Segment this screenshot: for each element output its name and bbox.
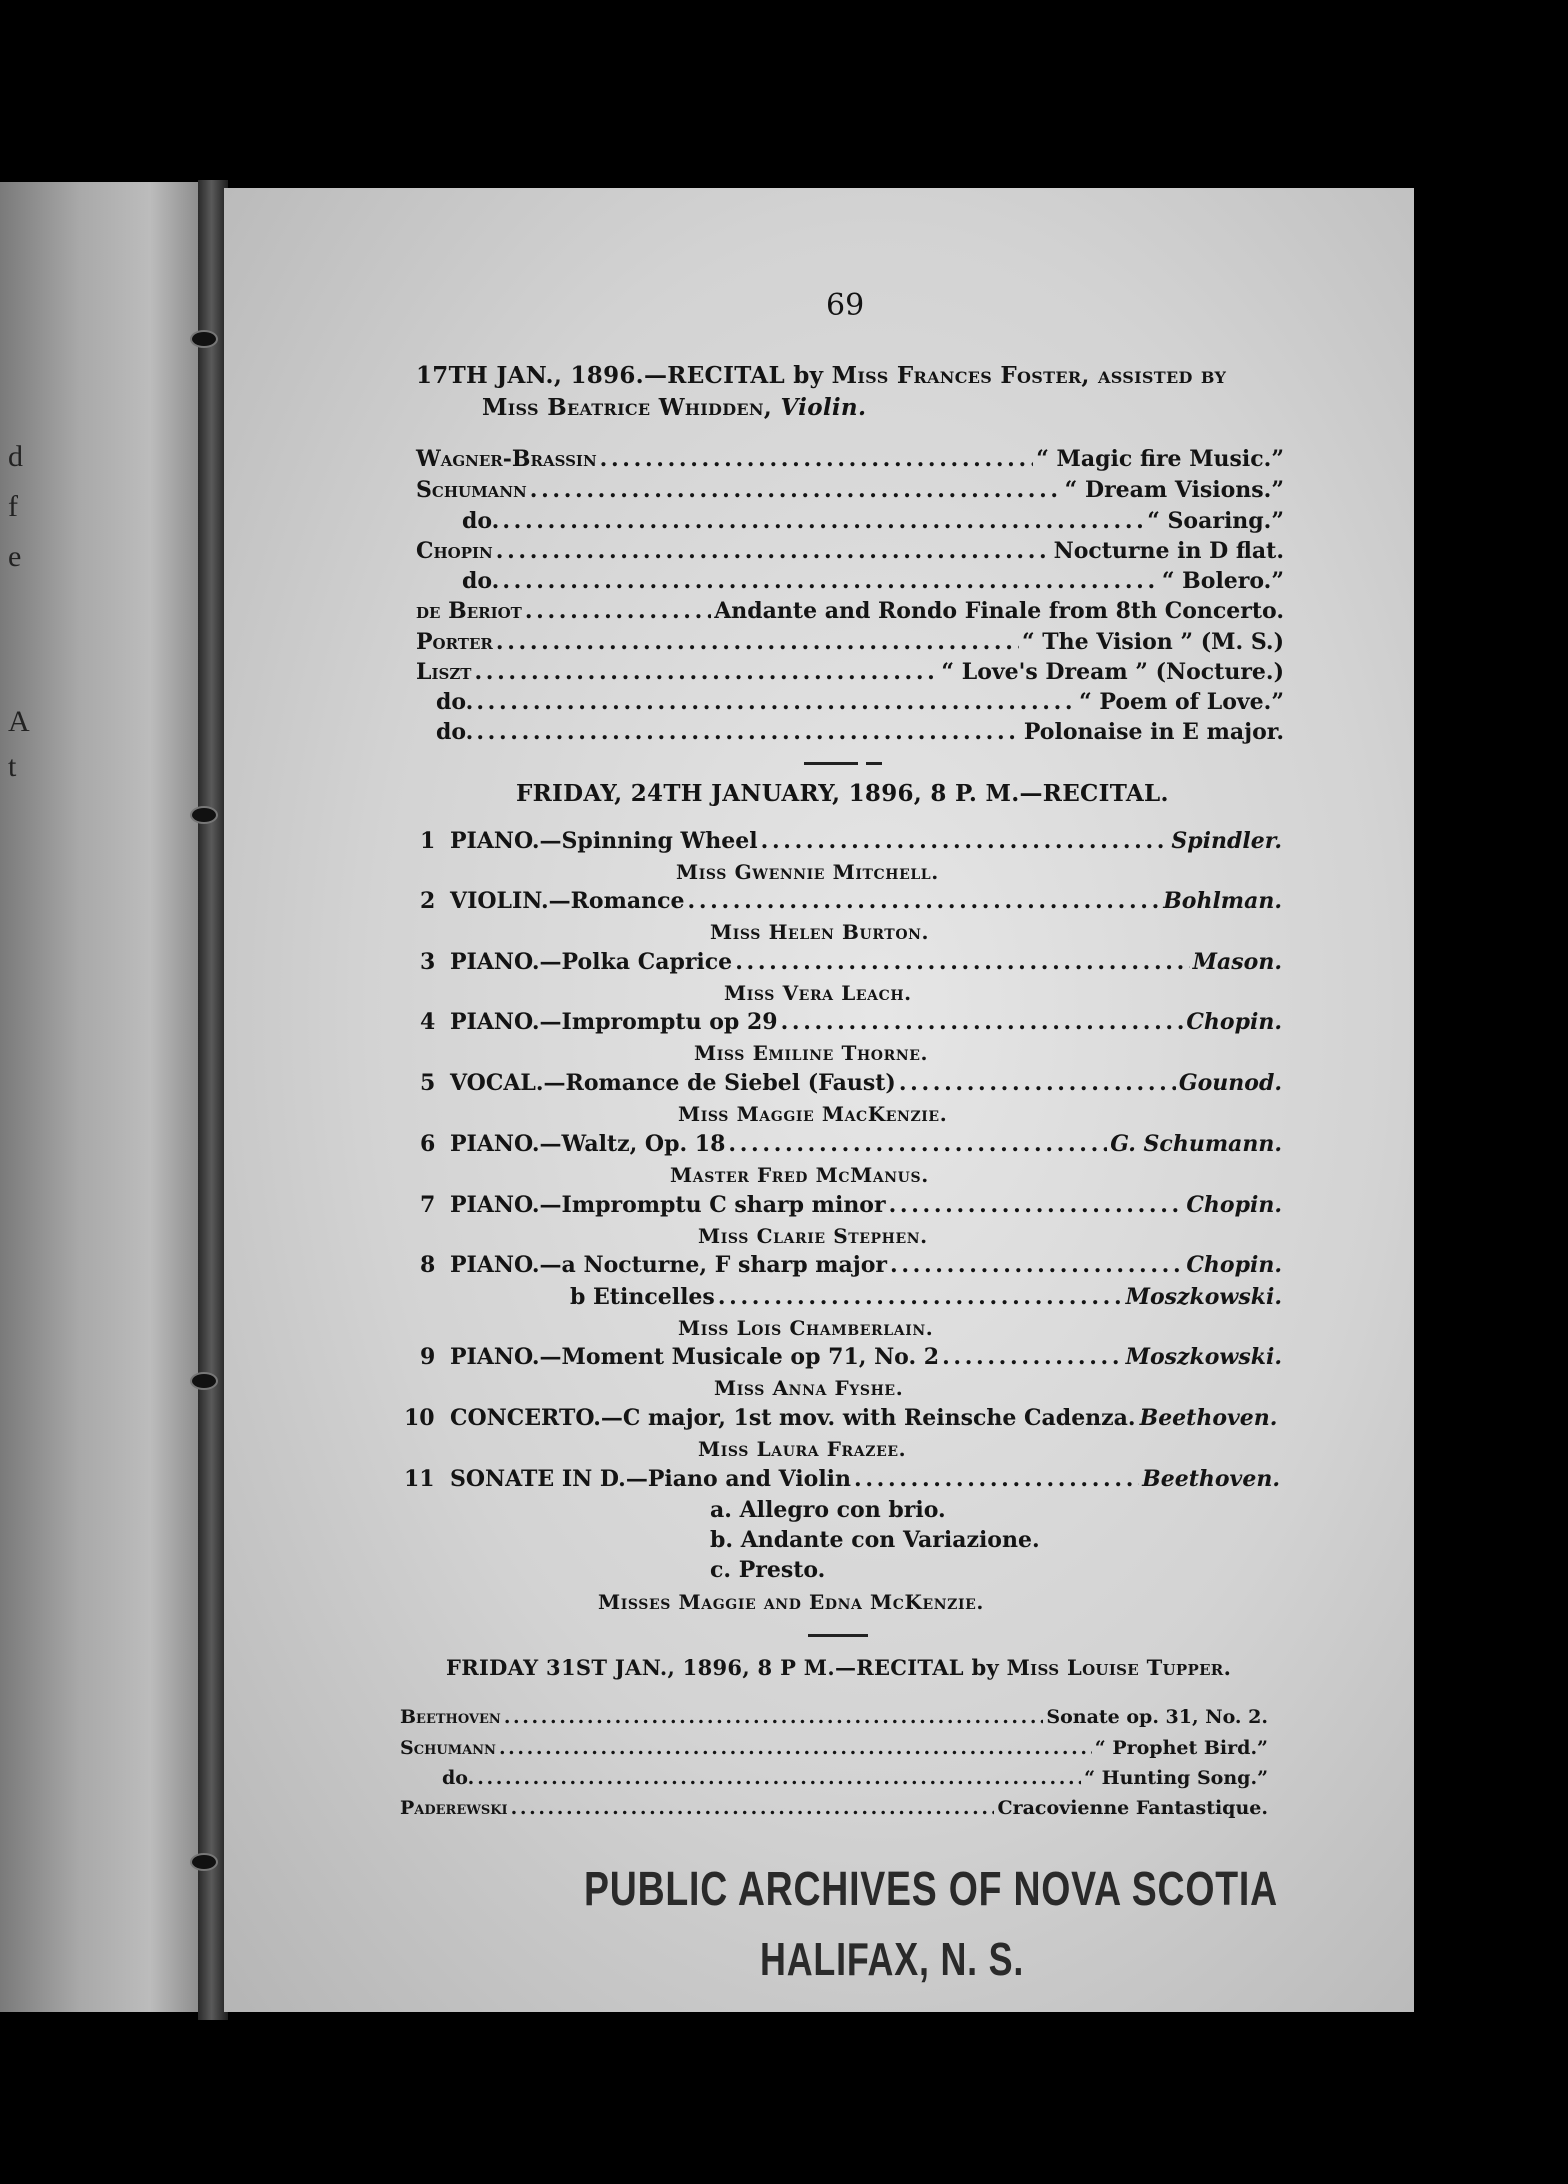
section-divider [866,762,882,765]
page-number: 69 [826,288,865,323]
composer: do. [442,1767,475,1789]
item-title: PIANO.—Polka Caprice [450,949,733,975]
recital1-instrument: Violin. [780,394,867,421]
program-row [416,477,1284,503]
program-row [420,1009,1282,1035]
program-row [416,568,1284,594]
item-number: 1 [420,828,436,854]
recital3-date: FRIDAY 31ST JAN., 1896, 8 P M.—RECITAL by [446,1655,999,1680]
piece: “ Bolero.” [1161,568,1284,594]
item-title: PIANO.—Spinning Wheel [450,828,758,854]
program-row [416,719,1284,745]
composer: Paderewski [400,1797,508,1819]
binding-stitch [190,330,218,348]
item-number: 3 [420,949,436,975]
composer: Porter [416,629,493,655]
program-row [420,1070,1282,1096]
composer: Liszt [416,659,472,685]
item-number: 11 [404,1466,435,1492]
movement: c. Presto. [710,1557,826,1583]
program-row [416,598,1284,624]
piece: Cracovienne Fantastique. [997,1797,1268,1819]
recital1-performer: Miss Frances Foster, assisted by [831,362,1227,389]
program-row [420,1252,1282,1278]
composer: Chopin. [1186,1009,1282,1035]
composer: Moszkowski. [1125,1344,1282,1370]
program-row [416,538,1284,564]
composer: de Beriot [416,598,522,624]
recital1-assistant: Miss Beatrice Whidden, [482,394,773,421]
performer: Miss Helen Burton. [710,920,930,944]
composer: Schumann [416,477,527,503]
composer: do. [436,719,474,745]
program-row [400,1797,1268,1819]
item-number: 7 [420,1192,436,1218]
composer: Chopin. [1186,1252,1282,1278]
left-page [0,182,200,2012]
left-fragment: e [8,540,22,573]
item-number: 4 [420,1009,436,1035]
composer: Spindler. [1171,828,1282,854]
piece: Polonaise in E major. [1023,719,1284,745]
composer: Beethoven [400,1706,501,1728]
left-fragment: f [8,490,18,523]
performer: Miss Emiline Thorne. [694,1041,929,1065]
performer: Miss Clarie Stephen. [698,1224,928,1248]
item-number: 10 [404,1405,435,1431]
program-row [404,1405,1280,1431]
program-row [420,949,1282,975]
piece: “ Love's Dream ” (Nocture.) [941,659,1284,685]
composer: Beethoven. [1142,1466,1280,1492]
program-row [570,1284,1282,1310]
piece: “ Soaring.” [1147,508,1284,534]
item-title: VIOLIN.—Romance [450,888,685,914]
program-row [400,1767,1268,1789]
item-number: 8 [420,1252,436,1278]
composer: Moszkowski. [1125,1284,1282,1310]
performer: Miss Gwennie Mitchell. [676,860,939,884]
performer: Miss Anna Fyshe. [714,1376,904,1400]
program-row [400,1706,1268,1728]
composer: Bohlman. [1163,888,1282,914]
performer: Misses Maggie and Edna McKenzie. [598,1590,984,1614]
left-fragment: t [8,750,17,783]
recital3-performer: Miss Louise Tupper. [1006,1655,1232,1680]
program-row [416,446,1284,472]
item-number: 2 [420,888,436,914]
left-fragment: A [8,705,30,738]
item-title: VOCAL.—Romance de Siebel (Faust) [450,1070,896,1096]
performer: Miss Vera Leach. [724,981,912,1005]
program-row [420,1344,1282,1370]
recital3-header [446,1655,1231,1680]
piece: Nocturne in D flat. [1053,538,1284,564]
program-row [404,1466,1280,1492]
archive-stamp-line1: PUBLIC ARCHIVES OF NOVA SCOTIA [584,1863,1278,1916]
composer: do. [436,689,474,715]
composer: Chopin. [1186,1192,1282,1218]
piece: “ The Vision ” (M. S.) [1021,629,1284,655]
item-title: PIANO.—Impromptu op 29 [450,1009,778,1035]
piece: “ Dream Visions.” [1064,477,1284,503]
section-divider [804,762,858,765]
program-row [420,1192,1282,1218]
program-row [416,508,1284,534]
composer: do. [462,568,500,594]
piece: Sonate op. 31, No. 2. [1046,1706,1268,1728]
program-row [416,689,1284,715]
item-title: CONCERTO.—C major, 1st mov. with Reinsche Cadenza. [450,1405,1136,1431]
movement: a. Allegro con brio. [710,1497,946,1523]
program-row [420,888,1282,914]
recital1-date: 17TH JAN., 1896.—RECITAL by [416,362,824,389]
program-row [420,828,1282,854]
performer: Miss Laura Frazee. [698,1437,907,1461]
composer: Gounod. [1178,1070,1282,1096]
item-title: PIANO.—a Nocturne, F sharp major [450,1252,888,1278]
item-title: b Etincelles [570,1284,715,1310]
left-fragment: d [8,440,23,473]
item-title: PIANO.—Moment Musicale op 71, No. 2 [450,1344,940,1370]
composer: Mason. [1192,949,1282,975]
composer: Wagner-Brassin [416,446,597,472]
performer: Miss Lois Chamberlain. [678,1316,934,1340]
composer: Schumann [400,1737,496,1759]
piece: “ Poem of Love.” [1079,689,1284,715]
composer: G. Schumann. [1110,1131,1282,1157]
recital1-header-line2 [482,394,866,421]
item-title: SONATE IN D.—Piano and Violin [450,1466,852,1492]
section-divider [808,1634,868,1637]
composer: Beethoven. [1139,1405,1278,1431]
program-row [416,629,1284,655]
binding-stitch [190,1372,218,1390]
binding-stitch [190,806,218,824]
recital2-header: FRIDAY, 24TH JANUARY, 1896, 8 P. M.—RECITAL. [516,780,1169,807]
performer: Miss Maggie MacKenzie. [678,1102,948,1126]
item-number: 6 [420,1131,436,1157]
composer: do. [462,508,500,534]
recital1-header-line1 [416,362,1226,389]
program-row [420,1131,1282,1157]
performer: Master Fred McManus. [670,1163,929,1187]
piece: “ Hunting Song.” [1084,1767,1268,1789]
composer: Chopin [416,538,493,564]
archive-stamp-line2: HALIFAX, N. S. [760,1933,1025,1985]
piece: “ Prophet Bird.” [1094,1737,1268,1759]
piece: “ Magic fire Music.” [1036,446,1284,472]
program-row [416,659,1284,685]
binding-stitch [190,1853,218,1871]
item-number: 5 [420,1070,436,1096]
program-row [400,1737,1268,1759]
item-title: PIANO.—Impromptu C sharp minor [450,1192,886,1218]
item-number: 9 [420,1344,436,1370]
item-title: PIANO.—Waltz, Op. 18 [450,1131,726,1157]
piece: Andante and Rondo Finale from 8th Concerto. [714,598,1284,624]
movement: b. Andante con Variazione. [710,1527,1040,1553]
